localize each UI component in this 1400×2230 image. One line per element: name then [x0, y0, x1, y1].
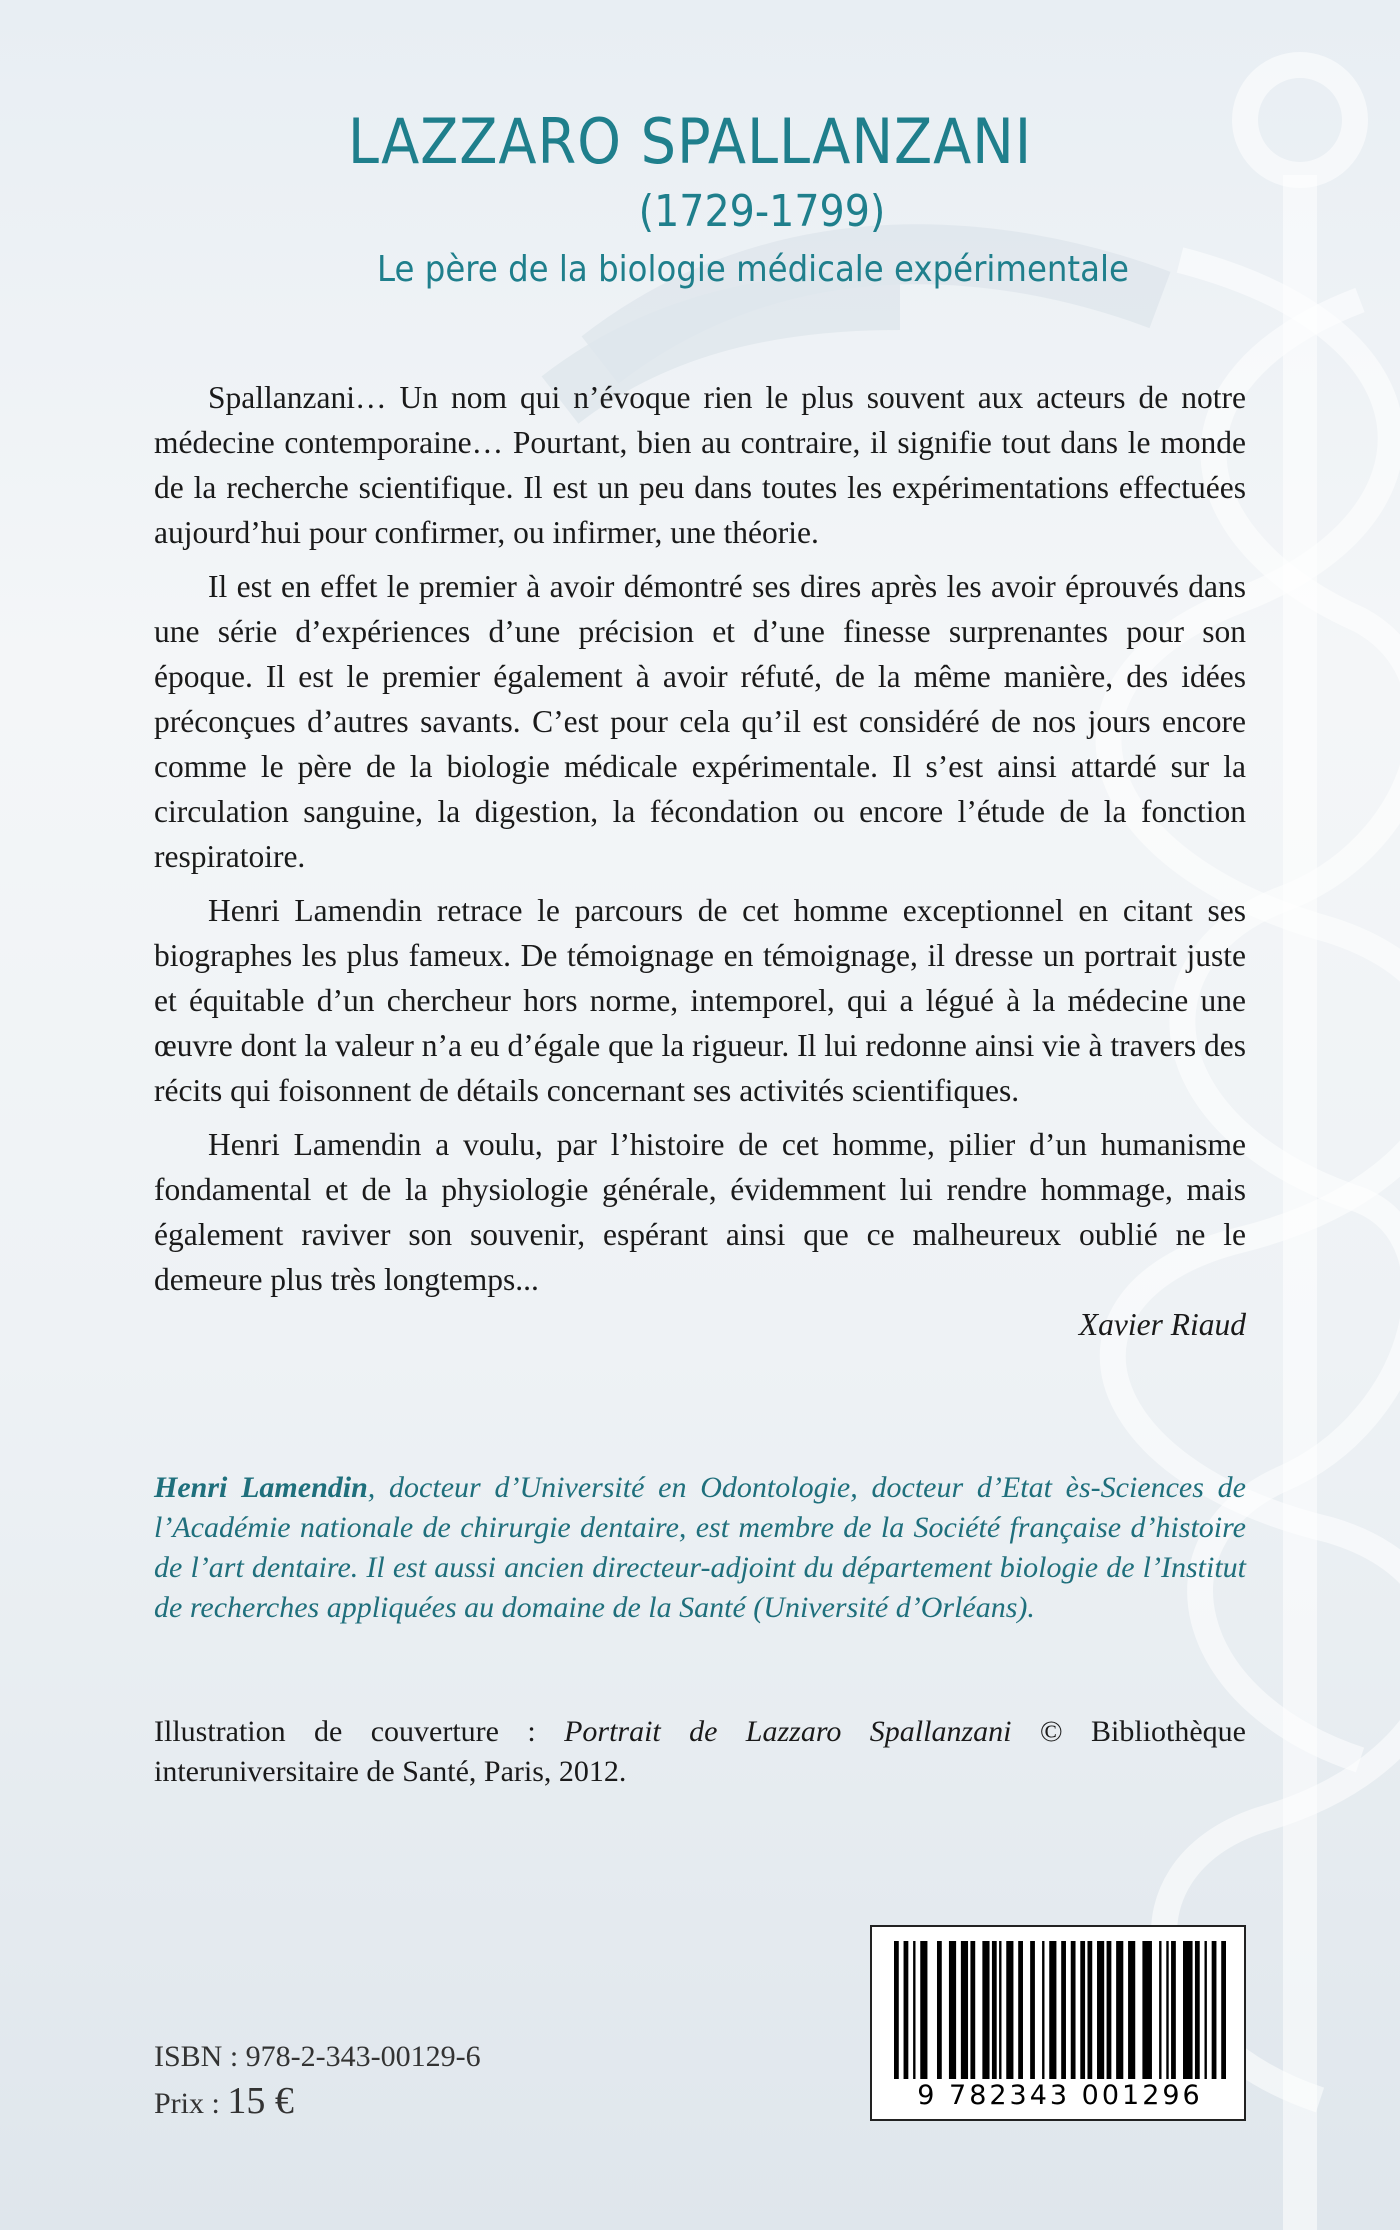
barcode-bar	[1061, 1941, 1066, 2079]
barcode-bar	[999, 1941, 1001, 2079]
barcode-bar	[1195, 1941, 1200, 2079]
blurb-paragraph-4: Henri Lamendin a voulu, par l’histoire de cet homme, pilier d’un humanisme fondamental et de la physiologie générale, évidemment lui rendre hommage, mais également raviver son souvenir, espérant ainsi que ce malheureux oublié ne le demeure plus très longtemps...	[154, 1127, 1246, 1297]
isbn-text: ISBN : 978-2-343-00129-6	[154, 2040, 481, 2073]
isbn-price-block	[154, 2035, 481, 2126]
barcode-bar	[1128, 1941, 1135, 2079]
barcode-bar	[1221, 1941, 1226, 2079]
barcode-bar	[1107, 1941, 1112, 2079]
barcode-bar	[937, 1941, 942, 2079]
barcode-bar	[1018, 1941, 1023, 2079]
barcode-bar	[1142, 1941, 1152, 2079]
credits-suffix: © Bibliothèque interuniversitaire de Santé, Paris, 2012.	[154, 1715, 1246, 1788]
barcode-bar	[1042, 1941, 1044, 2079]
blurb-paragraph-3: Henri Lamendin retrace le parcours de cet homme exceptionnel en citant ses biographes les plus fameux. De témoignage en témoignage, il dresse un portrait juste et équitable d’un chercheur hors norme, intemporel, qui a légué à la médecine une œuvre dont la valeur n’a eu d’égale que la rigueur. Il lui redonne ainsi vie à travers des récits qui foisonnent de détails concernant ses activités scientifiques.	[154, 893, 1246, 1108]
barcode-bar	[1212, 1941, 1217, 2079]
book-dates: (1729-1799)	[638, 186, 886, 238]
price-line	[154, 2079, 481, 2126]
barcode-bar	[1116, 1941, 1123, 2079]
author-bio-text: , docteur d’Université en Odontologie, docteur d’Etat ès-Sciences de l’Académie nationale de chirurgie dentaire, est membre de la Société française d’histoire de l’art dentaire. Il est aussi ancien directeur-adjoint du département biologie de l’Institut de recherches appliquées au domaine de la Santé (Université d’Orléans).	[154, 1471, 1246, 1624]
price-label: Prix :	[154, 2087, 228, 2120]
barcode-bar	[1205, 1941, 1207, 2079]
barcode-bar	[894, 1941, 899, 2079]
barcode-bar	[1087, 1941, 1092, 2079]
barcode-bar	[961, 1941, 968, 2079]
barcode-bar	[920, 1941, 927, 2079]
barcode-bar	[1171, 1941, 1176, 2079]
barcode-bar	[913, 1941, 915, 2079]
blurb	[154, 375, 1246, 1347]
author-name: Henri Lamendin	[154, 1471, 368, 1504]
author-bio	[154, 1468, 1246, 1628]
barcode-bar	[982, 1941, 989, 2079]
barcode-bar	[1166, 1941, 1168, 2079]
barcode-bar	[904, 1941, 909, 2079]
barcode-bar	[1080, 1941, 1085, 2079]
credits-prefix: Illustration de couverture :	[154, 1715, 565, 1748]
blurb-signature: Xavier Riaud	[1078, 1307, 1246, 1342]
barcode-bar	[1159, 1941, 1161, 2079]
barcode-bar	[1030, 1941, 1035, 2079]
credits-work: Portrait de Lazzaro Spallanzani	[564, 1715, 1012, 1748]
barcode-bar	[1049, 1941, 1056, 2079]
book-title: LAZZARO SPALLANZANI	[347, 105, 1033, 178]
book-subtitle: Le père de la biologie médicale expérimentale	[377, 248, 1129, 290]
barcode	[870, 1925, 1246, 2121]
blurb-paragraph-1: Spallanzani… Un nom qui n’évoque rien le plus souvent aux acteurs de notre médecine contemporaine… Pourtant, bien au contraire, il signifie tout dans le monde de la recherche scientifique. Il est un peu dans toutes les expérimentations effectuées aujourd’hui pour confirmer, ou infirmer, une théorie.	[154, 380, 1246, 550]
barcode-digits: 9 782343 001296	[917, 2080, 1203, 2111]
barcode-bar	[1071, 1941, 1076, 2079]
blurb-paragraph-2: Il est en effet le premier à avoir démontré ses dires après les avoir éprouvés dans une série d’expériences d’une précision et d’une finesse surprenantes pour son époque. Il est le premier également à avoir réfuté, de la même manière, des idées préconçues d’autres savants. C’est pour cela qu’il est considéré de nos jours encore comme le père de la biologie médicale expérimentale. Il s’est ainsi attardé sur la circulation sanguine, la digestion, la fécondation ou encore l’étude de la fonction respiratoire.	[154, 569, 1246, 874]
cover-credits	[154, 1712, 1246, 1792]
barcode-bar	[1006, 1941, 1013, 2079]
barcode-bar	[970, 1941, 975, 2079]
barcode-bar	[992, 1941, 997, 2079]
barcode-bar	[949, 1941, 956, 2079]
barcode-bar	[1183, 1941, 1193, 2079]
barcode-bar	[1097, 1941, 1104, 2079]
title-block	[150, 105, 1230, 294]
price-value: 15 €	[227, 2080, 294, 2122]
